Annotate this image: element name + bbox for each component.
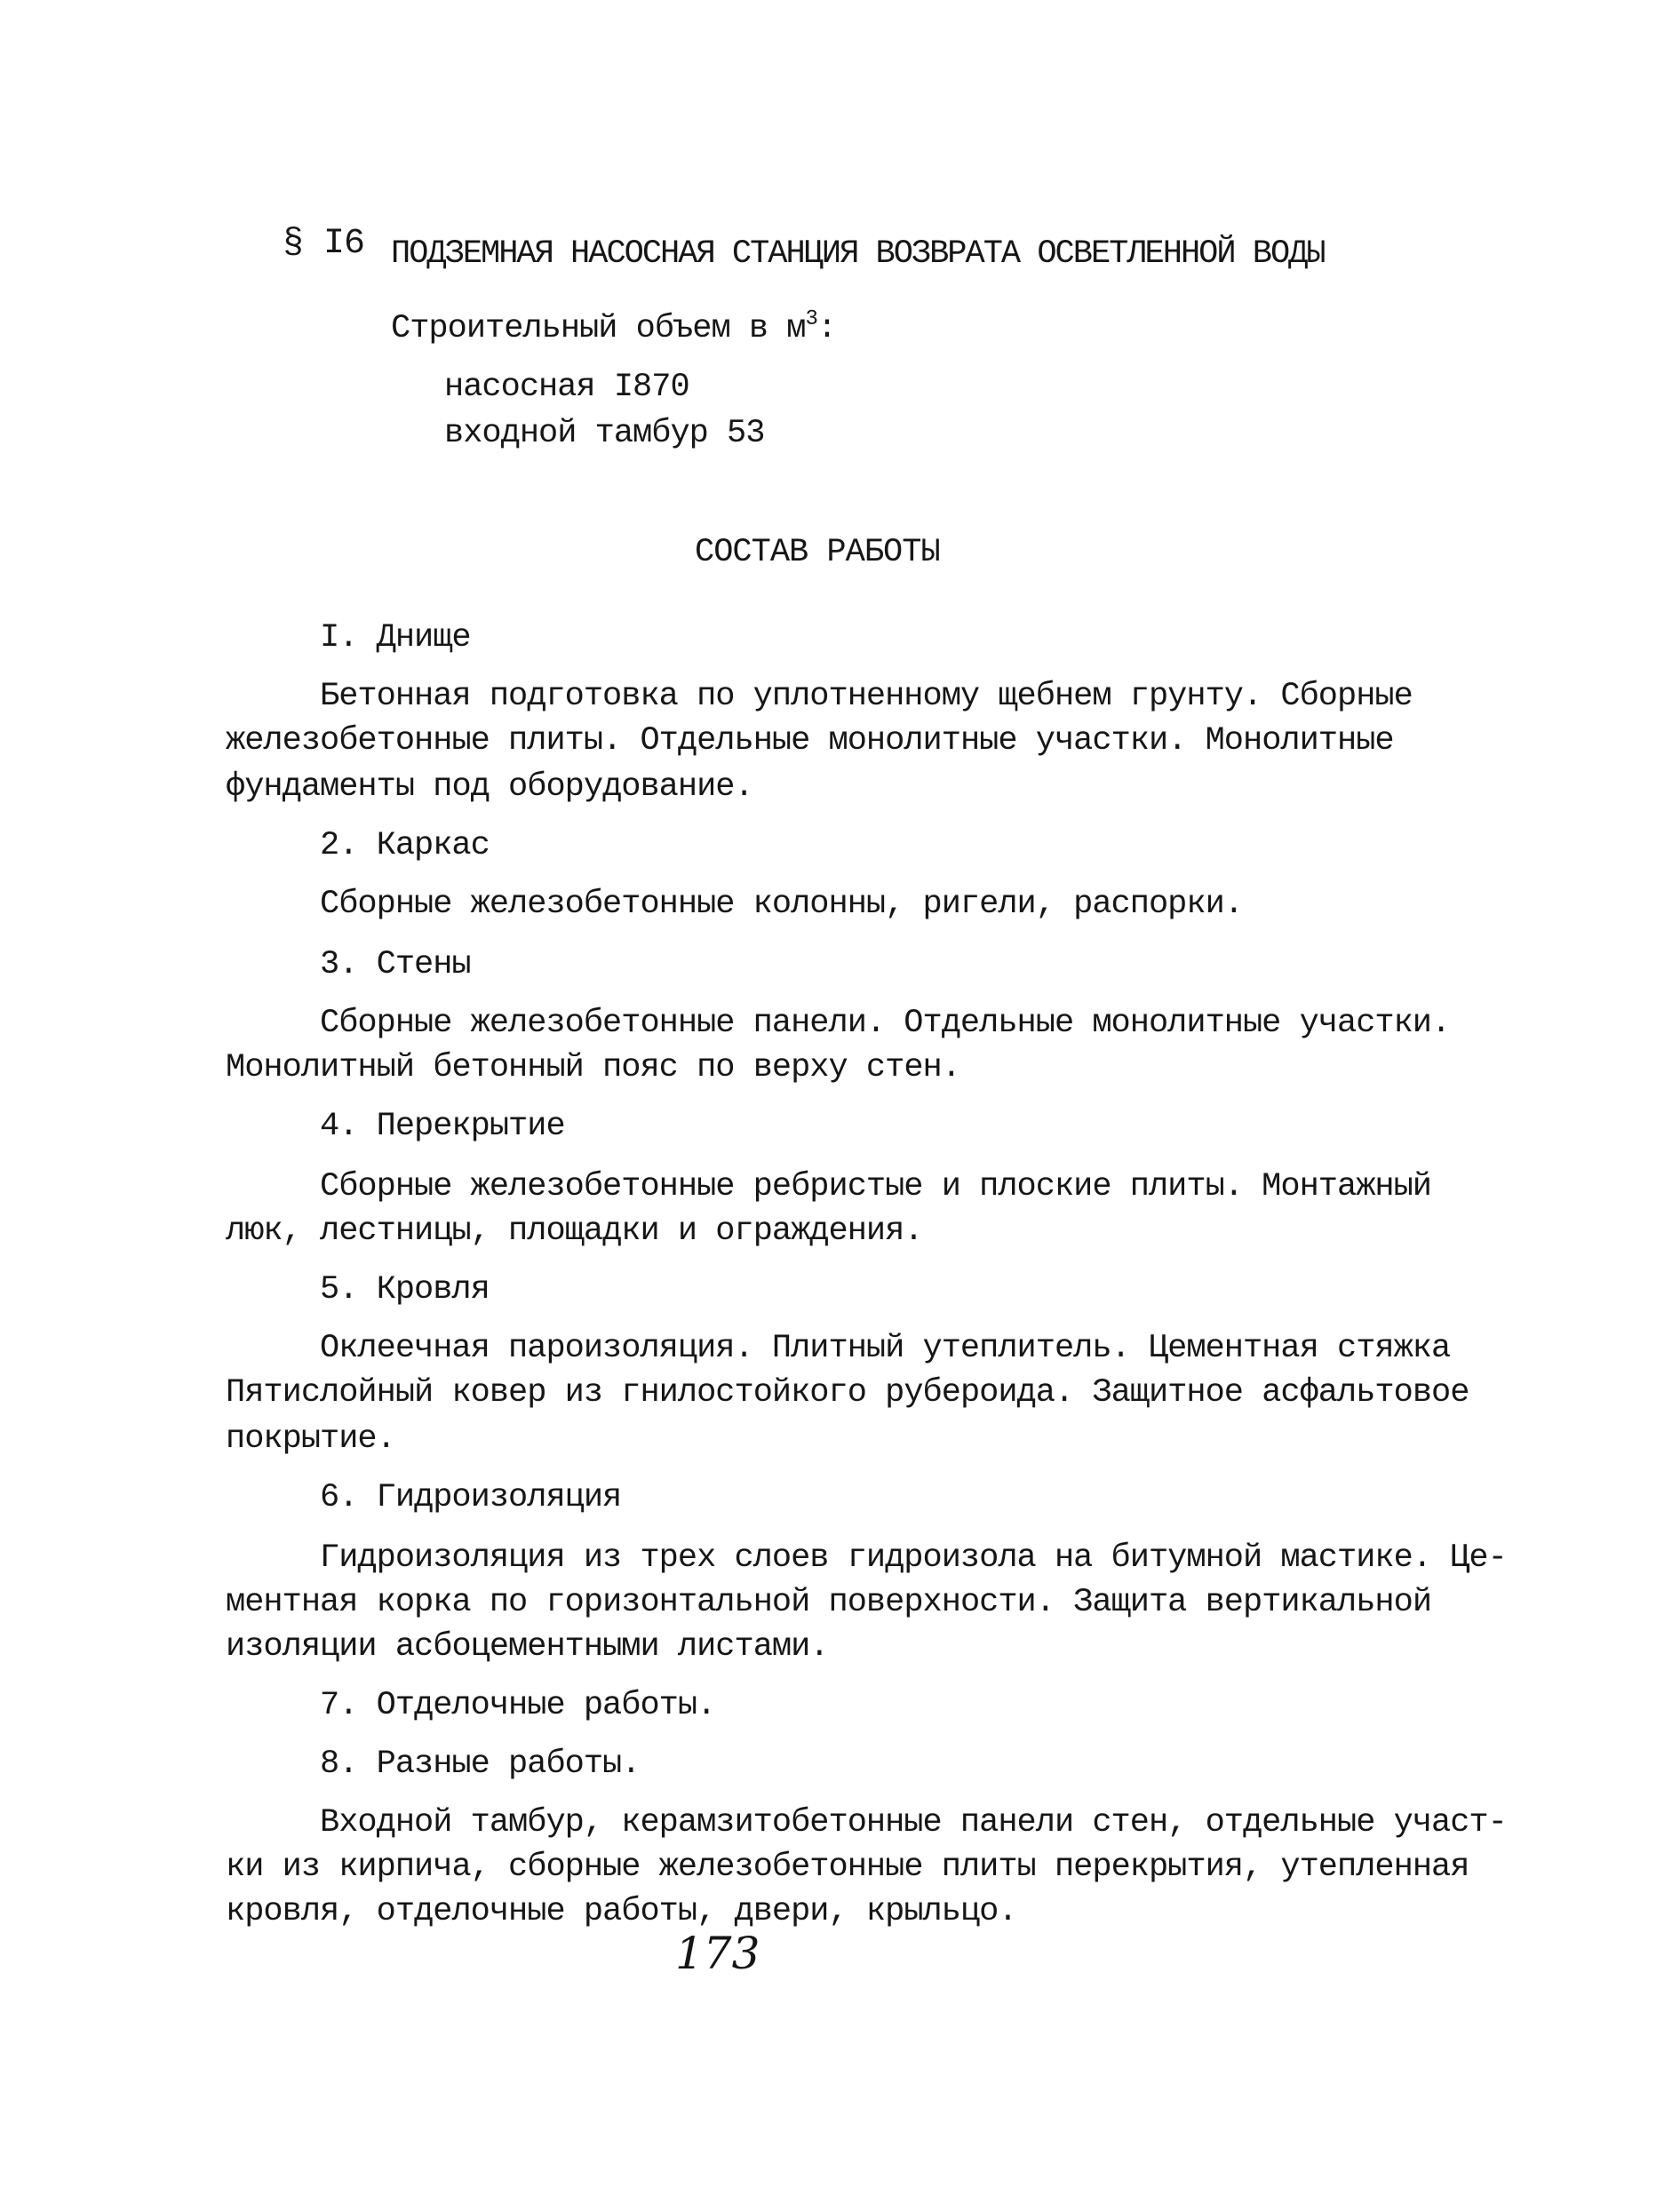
part-5-line-2: Пятислойный ковер из гнилостойкого рубероида. Защитное асфальтовое [226, 1374, 1469, 1412]
volume-label-text: Строительный объем в м [391, 310, 806, 347]
part-2-line-1: Сборные железобетонные колонны, ригели, распорки. [320, 886, 1243, 923]
part-3-line-1: Сборные железобетонные панели. Отдельные монолитные участки. [320, 1005, 1451, 1042]
part-3-line-2: Монолитный бетонный пояс по верху стен. [226, 1049, 960, 1086]
part-heading-7: 7. Отделочные работы. [320, 1687, 716, 1724]
part-5-line-3: покрытие. [226, 1420, 395, 1458]
part-4-line-1: Сборные железобетонные ребристые и плоские плиты. Монтажный [320, 1168, 1432, 1205]
part-heading-5: 5. Кровля [320, 1271, 490, 1308]
part-5-line-1: Оклеечная пароизоляция. Плитный утеплитель. Цементная стяжка [320, 1330, 1451, 1367]
part-6-line-2: ментная корка по горизонтальной поверхности. Защита вертикальной [226, 1584, 1432, 1621]
section-title: ПОДЗЕМНАЯ НАСОСНАЯ СТАНЦИЯ ВОЗВРАТА ОСВЕТЛЕННОЙ ВОДЫ [391, 235, 1325, 273]
volume-item-pump: насосная I870 [444, 369, 689, 406]
part-heading-3: 3. Стены [320, 946, 471, 983]
part-heading-4: 4. Перекрытие [320, 1108, 565, 1145]
part-6-line-3: изоляции асбоцементными листами. [226, 1628, 829, 1666]
volume-unit-superscript: 3 [805, 307, 817, 331]
part-heading-2: 2. Каркас [320, 827, 490, 864]
part-1-line-1: Бетонная подготовка по уплотненному щебнем грунту. Сборные [320, 678, 1413, 715]
part-8-line-1: Входной тамбур, керамзитобетонные панели стен, отдельные участ- [320, 1804, 1507, 1841]
part-6-line-1: Гидроизоляция из трех слоев гидроизола на битумной мастике. Це- [320, 1539, 1507, 1577]
part-8-line-2: ки из кирпича, сборные железобетонные плиты перекрытия, утепленная [226, 1849, 1469, 1886]
part-1-line-2: железобетонные плиты. Отдельные монолитные участки. Монолитные [226, 722, 1394, 760]
volume-label [391, 307, 837, 347]
part-4-line-2: люк, лестницы, площадки и ограждения. [226, 1213, 923, 1250]
composition-heading: СОСТАВ РАБОТЫ [695, 534, 940, 571]
part-8-line-3: кровля, отделочные работы, двери, крыльцо. [226, 1893, 1017, 1930]
part-heading-1: I. Днище [320, 619, 471, 656]
part-heading-8: 8. Разные работы. [320, 1746, 641, 1783]
part-heading-6: 6. Гидроизоляция [320, 1479, 622, 1516]
page-number: 173 [675, 1928, 760, 1979]
volume-label-colon: : [816, 310, 837, 347]
part-1-line-3: фундаменты под оборудование. [226, 768, 753, 806]
volume-item-vestibule: входной тамбур 53 [444, 415, 765, 452]
section-number: § I6 [283, 224, 365, 264]
